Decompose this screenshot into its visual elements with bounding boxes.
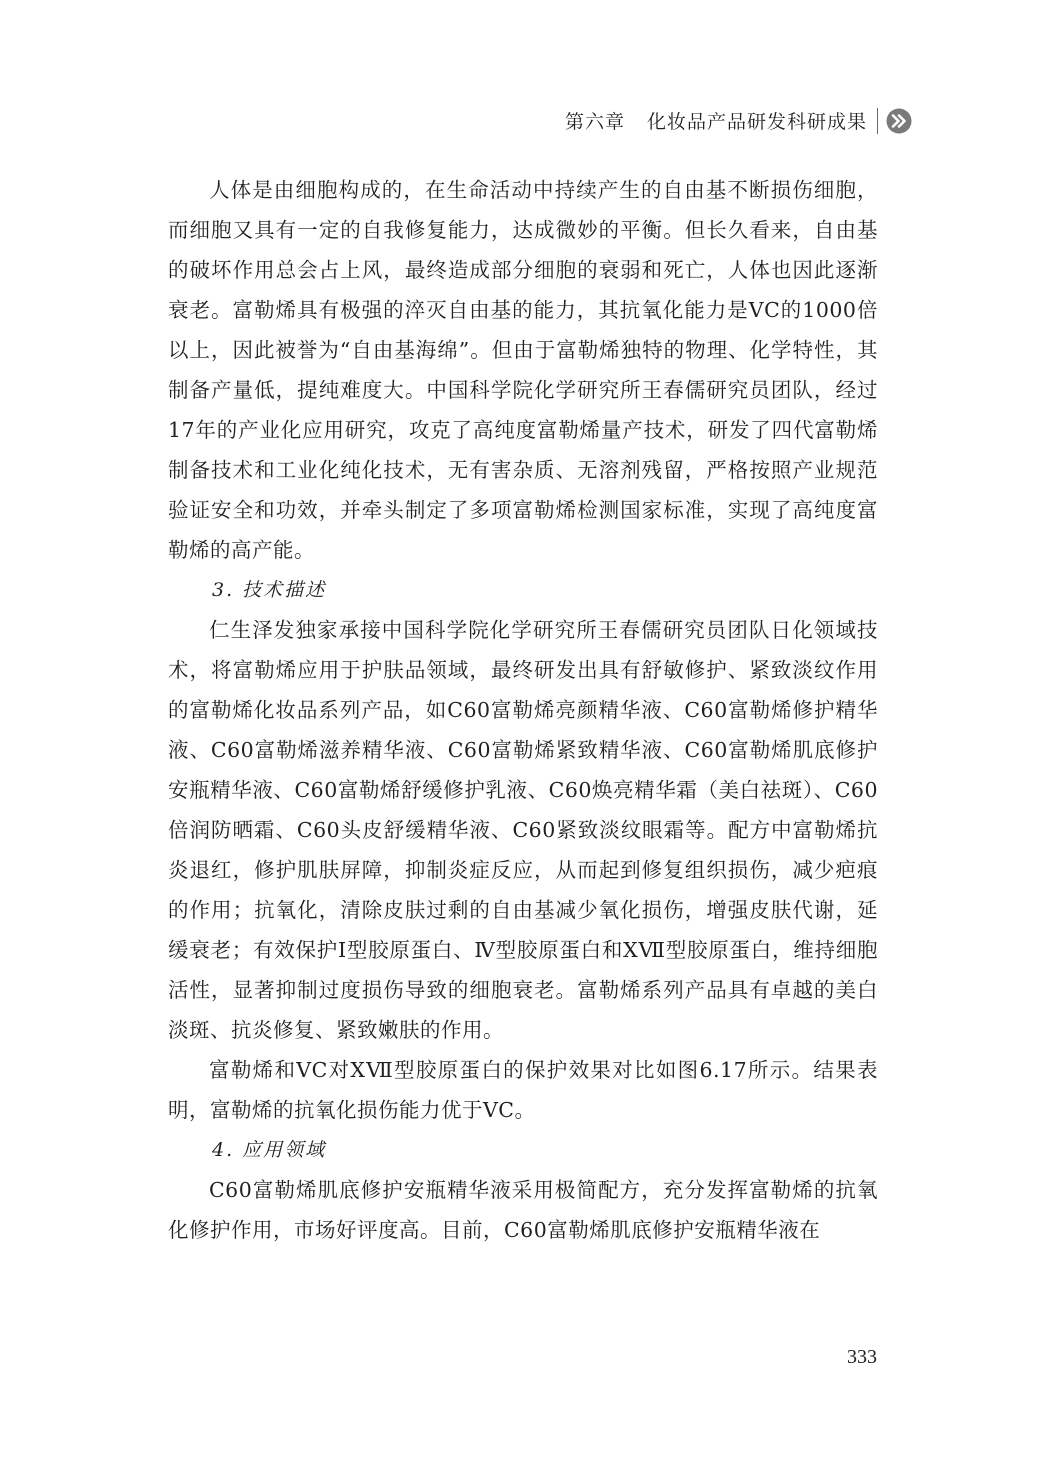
page-number: 333 [847,1346,877,1368]
page-content [168,170,878,1250]
paragraph-application-field: C60富勒烯肌底修护安瓶精华液采用极简配方，充分发挥富勒烯的抗氧化修护作用，市场好评度高。目前，C60富勒烯肌底修护安瓶精华液在 [168,1178,878,1242]
running-header [565,107,912,134]
paragraph-technical-description: 仁生泽发独家承接中国科学院化学研究所王春儒研究员团队日化领域技术，将富勒烯应用于护肤品领域，最终研发出具有舒敏修护、紧致淡纹作用的富勒烯化妆品系列产品，如C60富勒烯亮颜精华液、C60富勒烯修护精华液、C60富勒烯滋养精华液、C60富勒烯紧致精华液、C60富勒烯肌底修护安瓶精华液、C60富勒烯舒缓修护乳液、C60焕亮精华霜（美白祛斑）、C60倍润防晒霜、C60头皮舒缓精华液、C60紧致淡纹眼霜等。配方中富勒烯抗炎退红，修护肌肤屏障，抑制炎症反应，从而起到修复组织损伤，减少疤痕的作用；抗氧化，清除皮肤过剩的自由基减少氧化损伤，增强皮肤代谢，延缓衰老；有效保护Ⅰ型胶原蛋白、Ⅳ型胶原蛋白和XⅦ型胶原蛋白，维持细胞活性，显著抑制过度损伤导致的细胞衰老。富勒烯系列产品具有卓越的美白淡斑、抗炎修复、紧致嫩肤的作用。 [168,618,878,1042]
chapter-title: 化妆品产品研发科研成果 [646,111,867,133]
paragraph-free-radicals: 人体是由细胞构成的，在生命活动中持续产生的自由基不断损伤细胞，而细胞又具有一定的自我修复能力，达成微妙的平衡。但长久看来，自由基的破坏作用总会占上风，最终造成部分细胞的衰弱和死亡，人体也因此逐渐衰老。富勒烯具有极强的淬灭自由基的能力，其抗氧化能力是VC的1000倍以上，因此被誉为“自由基海绵”。但由于富勒烯独特的物理、化学特性，其制备产量低，提纯难度大。中国科学院化学研究所王春儒研究员团队，经过17年的产业化应用研究，攻克了高纯度富勒烯量产技术，研发了四代富勒烯制备技术和工业化纯化技术，无有害杂质、无溶剂残留，严格按照产业规范验证安全和功效，并牵头制定了多项富勒烯检测国家标准，实现了高纯度富勒烯的高产能。 [168,178,878,562]
section-heading-technical-description: 3. 技术描述 [212,579,327,601]
chapter-number: 第六章 [564,111,625,133]
double-chevron-right-icon [886,108,912,134]
header-divider [877,108,878,134]
section-heading-application-field: 4. 应用领域 [212,1139,327,1161]
paragraph-figure-reference: 富勒烯和VC对XⅦ型胶原蛋白的保护效果对比如图6.17所示。结果表明，富勒烯的抗氧化损伤能力优于VC。 [168,1058,878,1122]
